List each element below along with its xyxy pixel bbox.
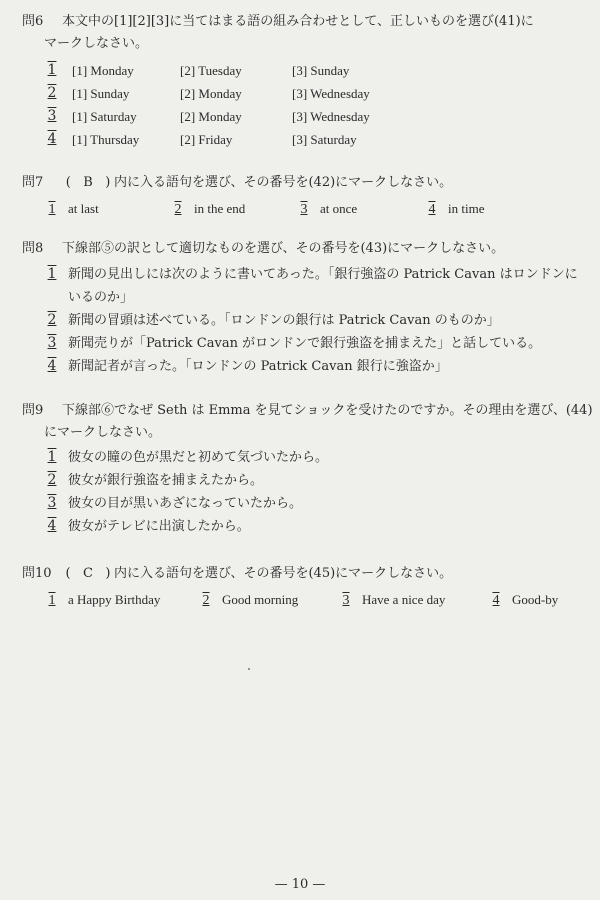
option-number: 1 [48, 593, 56, 608]
option-text: Have a nice day [362, 592, 446, 607]
question-number: 問9 [22, 403, 44, 418]
option-text: Good morning [222, 592, 299, 607]
option-3 [22, 332, 582, 355]
option-2 [22, 82, 582, 105]
option-number: 2 [47, 312, 57, 328]
option-4 [22, 128, 582, 151]
option-number: 4 [47, 358, 57, 374]
option-cell: [3] Sunday [292, 63, 350, 78]
question-text-continued: マークしなさい。 [44, 36, 149, 51]
option-cell: [3] Saturday [292, 132, 357, 147]
option-text: 彼女が銀行強盗を捕まえたから。 [68, 473, 264, 488]
blank-letter: C [83, 566, 93, 581]
option-text: a Happy Birthday [68, 592, 161, 607]
question-text-continued: にマークしなさい。 [44, 425, 162, 440]
option-cell: [2] Monday [180, 109, 242, 124]
question-text: 本文中の[1][2][3]に当てはまる語の組み合わせとして、正しいものを選び(41)に [62, 14, 534, 29]
option-cell: [2] Tuesday [180, 63, 242, 78]
option-number: 3 [47, 335, 57, 351]
option-text: Good-by [512, 592, 559, 607]
question-number: 問10 [22, 566, 52, 581]
option-4 [426, 197, 484, 222]
question-10-stem [22, 563, 582, 585]
question-text: 内に入る語句を選び、その番号を(42)にマークしなさい。 [114, 175, 453, 190]
paren-close: ) [105, 566, 111, 581]
option-3 [22, 105, 582, 128]
question-9-stem [22, 400, 593, 422]
blank-marker [62, 563, 114, 585]
option-cell: [3] Wednesday [292, 86, 370, 101]
question-text: 内に入る語句を選び、その番号を(45)にマークしなさい。 [114, 566, 453, 581]
option-text: 彼女の目が黒いあざになっていたから。 [68, 496, 303, 511]
option-4 [22, 515, 582, 538]
option-number: 2 [47, 85, 57, 101]
option-text: 新聞記者が言った。「ロンドンの Patrick Cavan 銀行に強盗か」 [68, 359, 448, 374]
option-4 [490, 588, 558, 613]
option-number: 3 [342, 593, 350, 608]
option-1 [22, 59, 582, 82]
option-2 [22, 469, 582, 492]
question-text: 下線部⑥でなぜ Seth は Emma を見てショックを受けたのですか。その理由を選び、(44) [62, 403, 593, 418]
option-number: 1 [47, 266, 57, 282]
option-4 [22, 355, 582, 378]
option-1 [46, 588, 160, 613]
option-3 [22, 492, 582, 515]
question-6-stem [22, 11, 582, 33]
option-number: 1 [47, 449, 57, 465]
option-number: 4 [492, 593, 500, 608]
option-text: at once [320, 201, 358, 216]
option-number: 3 [47, 495, 57, 511]
option-3 [340, 588, 445, 613]
options-row [22, 197, 582, 221]
option-1-continued: いるのか」 [68, 290, 134, 305]
option-number: 1 [47, 62, 57, 78]
paren-open: ( [65, 175, 71, 190]
option-number: 4 [47, 131, 57, 147]
paren-close: ) [105, 175, 111, 190]
question-number: 問7 [22, 175, 44, 190]
stray-mark [248, 668, 250, 670]
option-3 [298, 197, 357, 222]
option-text: in the end [194, 201, 246, 216]
option-number: 2 [202, 593, 210, 608]
question-text: 下線部⑤の訳として適切なものを選び、その番号を(43)にマークしなさい。 [62, 241, 505, 256]
blank-marker [62, 172, 114, 194]
option-cell: [1] Thursday [72, 132, 140, 147]
option-text: 新聞の冒頭は述べている。「ロンドンの銀行は Patrick Cavan のものか」 [68, 313, 500, 328]
question-7 [22, 172, 582, 221]
option-number: 1 [48, 202, 56, 217]
option-2 [172, 197, 245, 222]
option-text: 彼女がテレビに出演したから。 [68, 519, 250, 534]
blank-letter: B [83, 175, 93, 190]
option-2 [22, 309, 582, 332]
question-8-stem [22, 238, 582, 260]
option-1 [46, 197, 99, 221]
option-cell: [1] Sunday [72, 86, 130, 101]
option-number: 2 [47, 472, 57, 488]
option-number: 3 [47, 108, 57, 124]
option-1 [22, 263, 582, 286]
option-text: 新聞売りが「Patrick Cavan がロンドンで銀行強盗を捕まえた」と話している。 [68, 336, 542, 351]
question-number: 問6 [22, 14, 44, 29]
option-text: 新聞の見出しには次のように書いてあった。「銀行強盗の Patrick Cavan はロンドンに [68, 267, 578, 282]
options-row [22, 588, 582, 612]
question-8 [22, 238, 582, 378]
option-cell: [2] Friday [180, 132, 233, 147]
option-2 [200, 588, 298, 613]
option-cell: [3] Wednesday [292, 109, 370, 124]
option-number: 4 [428, 202, 436, 217]
paren-open: ( [65, 566, 71, 581]
option-text: in time [448, 201, 485, 216]
question-7-stem [22, 172, 582, 194]
option-text: at last [68, 201, 99, 216]
option-cell: [1] Saturday [72, 109, 137, 124]
question-10 [22, 563, 582, 612]
option-number: 2 [174, 202, 182, 217]
option-number: 3 [300, 202, 308, 217]
page-number: — 10 — [274, 877, 326, 892]
option-cell: [1] Monday [72, 63, 134, 78]
question-number: 問8 [22, 241, 44, 256]
option-text: 彼女の瞳の色が黒だと初めて気づいたから。 [68, 450, 329, 465]
question-9 [22, 400, 593, 538]
question-6 [22, 11, 582, 151]
option-1 [22, 446, 582, 469]
option-number: 4 [47, 518, 57, 534]
option-cell: [2] Monday [180, 86, 242, 101]
